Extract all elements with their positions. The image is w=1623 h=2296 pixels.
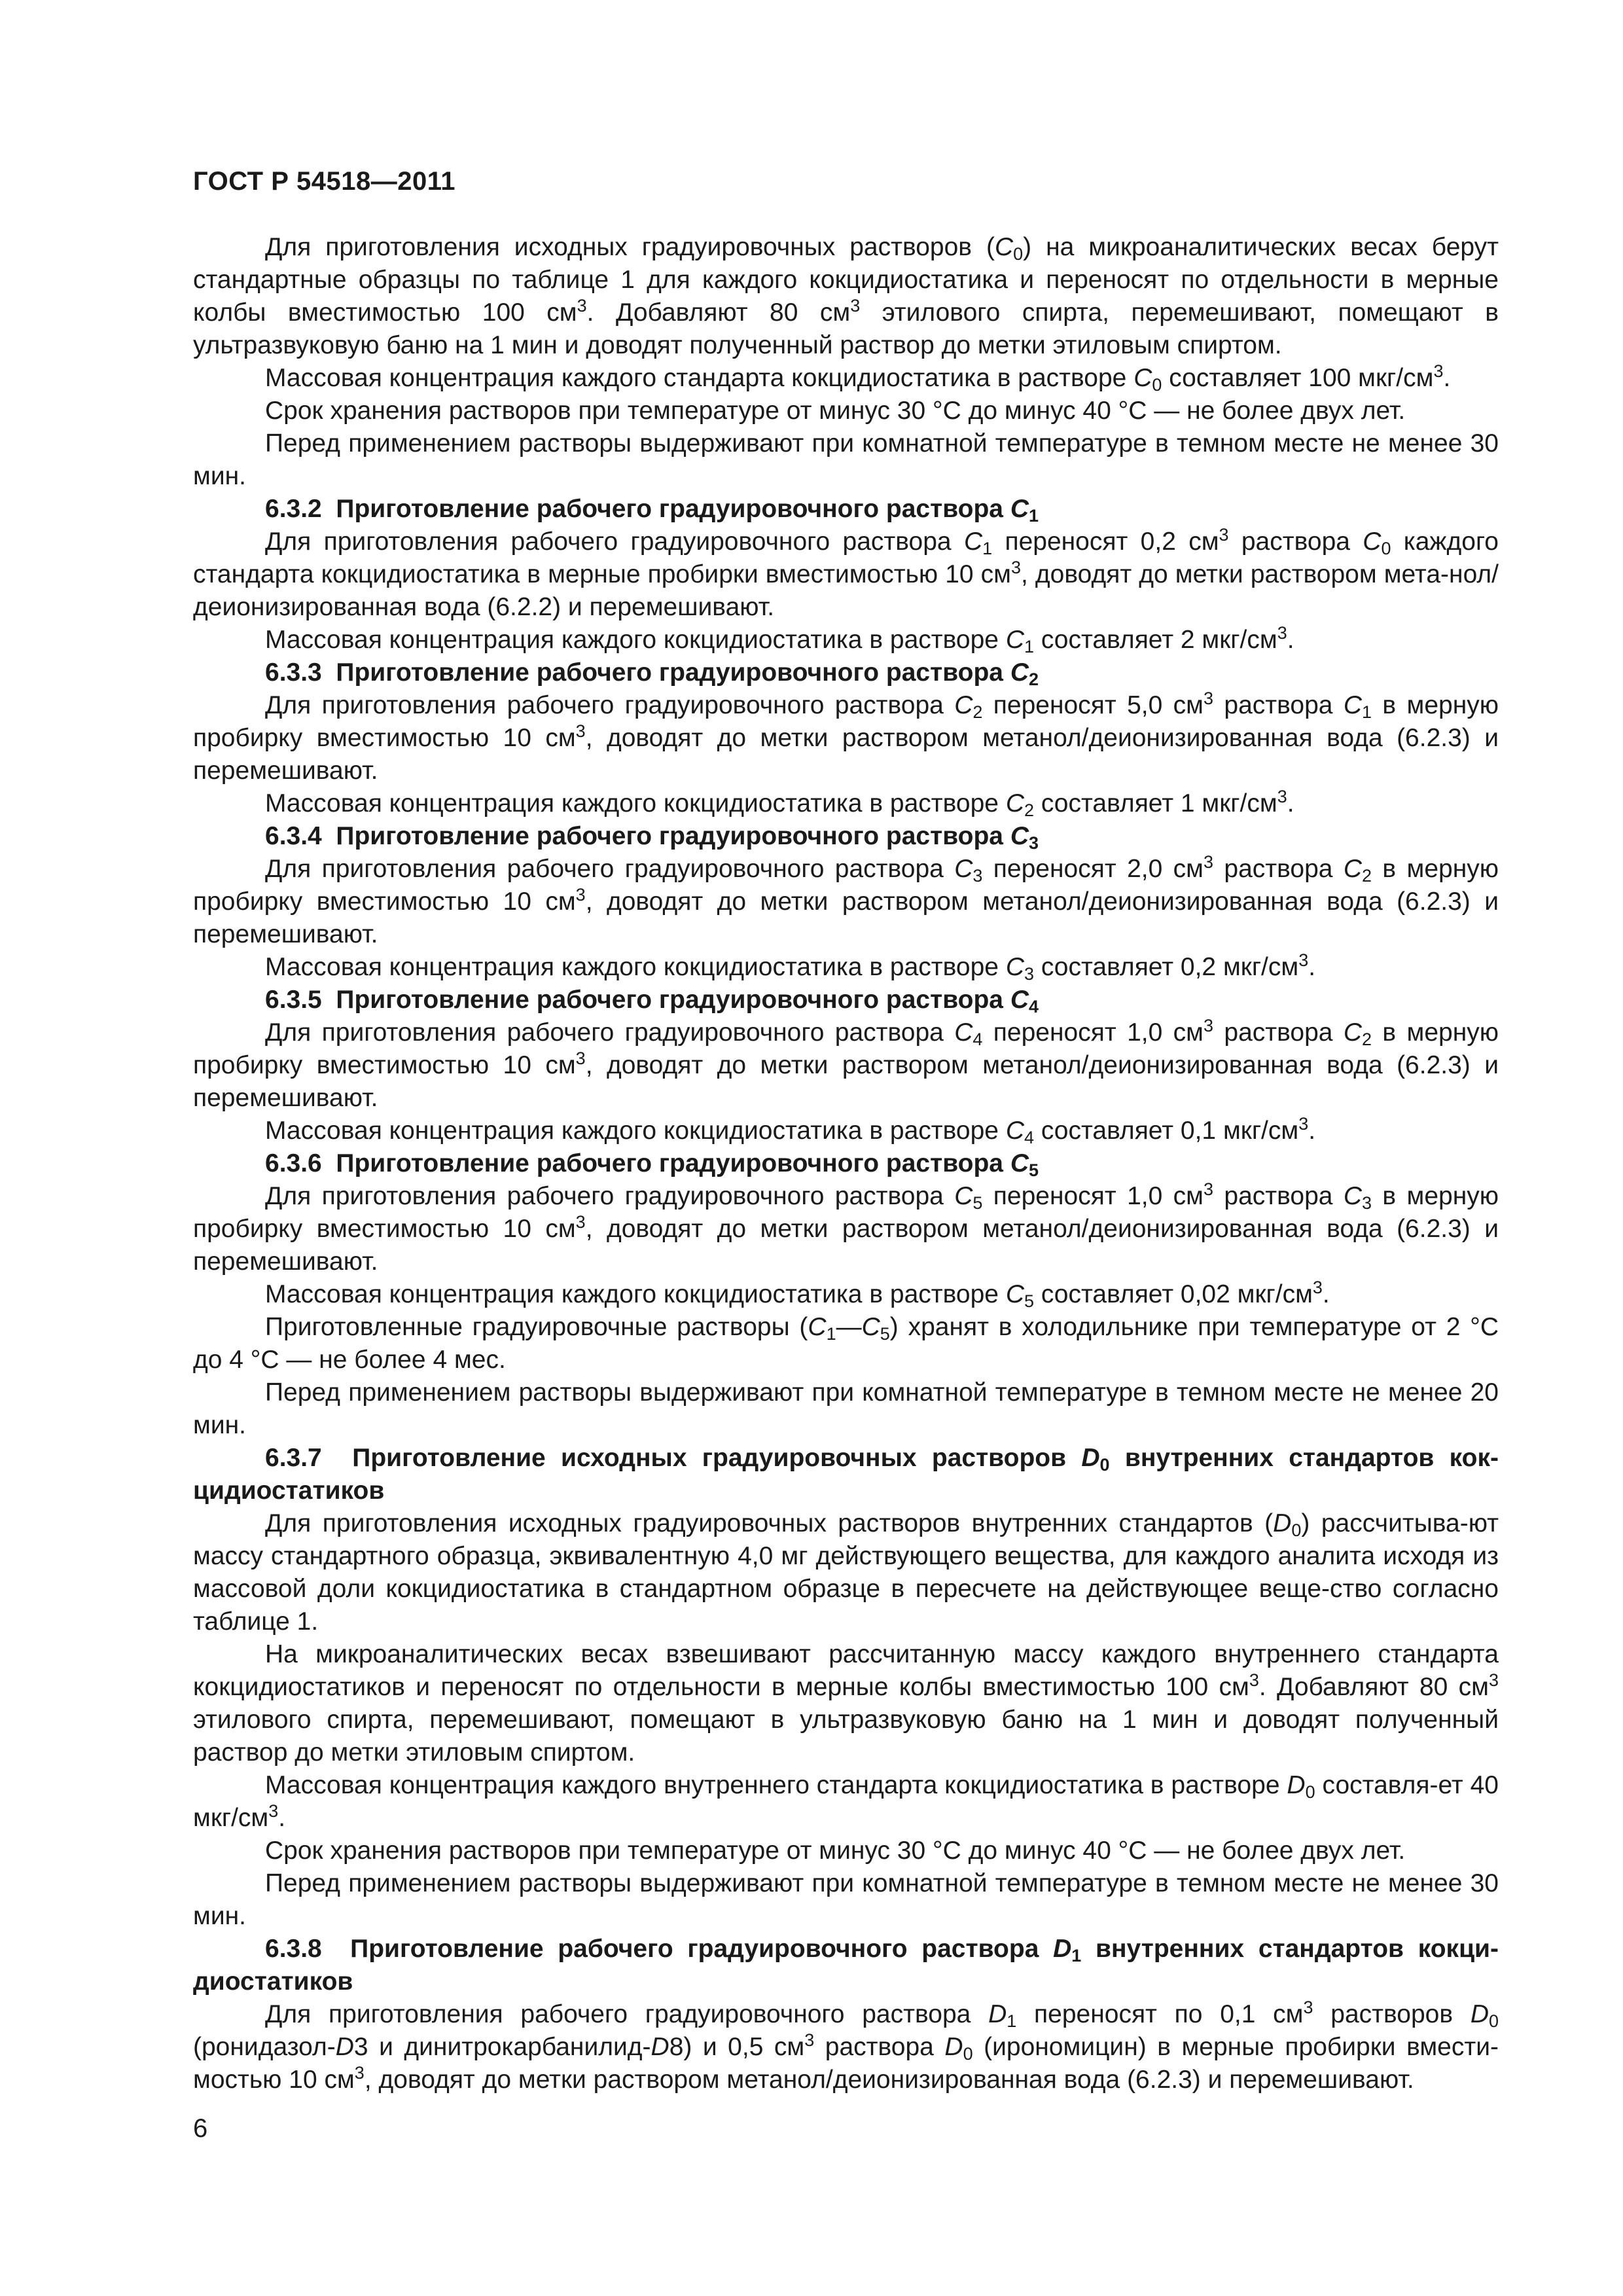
section-heading: 6.3.2 Приготовление рабочего градуировочного раствора $C_1$ [265, 495, 1039, 526]
body-paragraph: Для приготовления рабочего градуировочного раствора $C_4$ переносят 1,0 $см^3$ раствора $C_2$ в мерную пробирку вместимостью 10 $см^3$, доводят до метки раствором метанол/деионизированная вода (6.2.3) и перемешивают. [193, 1016, 1499, 1112]
body-paragraph: Для приготовления рабочего градуировочного раствора $C_3$ переносят 2,0 $см^3$ раствора $C_2$ в мерную пробирку вместимостью 10 $см^3$, доводят до метки раствором метанол/деионизированная вода (6.2.3) и перемешивают. [193, 852, 1499, 948]
body-paragraph: Массовая концентрация каждого стандарта кокцидиостатика в растворе $C_0$ составляет 100 мкг/$см^3$. [265, 361, 1451, 395]
body-paragraph: Для приготовления исходных градуировочных растворов $(C_0)$ на микроаналитических весах берут стандартные образцы по таблице 1 для каждого кокцидиостатика и переносят по отдельности в мерные колбы вместимостью 100 $см^3$. Добавляют 80 $см^3$ этилового спирта, перемешивают, помещают в ультразвуковую баню на 1 мин и доводят полученный раствор до метки этиловым спиртом. [193, 233, 1499, 359]
body-paragraph: Срок хранения растворов при температуре от минус 30 °С до минус 40 °С — не более двух лет. [265, 397, 1406, 425]
section-heading: 6.3.3 Приготовление рабочего градуировочного раствора $C_2$ [265, 658, 1039, 689]
body-paragraph: Приготовленные градуировочные растворы $(C_1—C_5)$ хранят в холодильнике при температуре от 2 °С до 4 °С — не более 4 мес. [193, 1313, 1499, 1374]
body-paragraph: На микроаналитических весах взвешивают рассчитанную массу каждого внутреннего стандарта кокцидиостатиков и переносят по отдельности в мерные колбы вместимостью 100 $см^3$. Добавляют 80 $см^3$ этилового спирта, перемешивают, помещают в ультразвуковую баню на 1 мин и доводят полученный раствор до метки этиловым спиртом. [193, 1640, 1499, 1767]
body-paragraph: Перед применением растворы выдерживают при комнатной температуре в темном месте не менее 30 мин. [193, 429, 1499, 490]
body-paragraph: Массовая концентрация каждого кокцидиостатика в растворе $C_3$ составляет 0,2 мкг/$см^3$. [265, 950, 1316, 984]
section-heading: 6.3.8 Приготовление рабочего градуировочного раствора $D_1$ внутренних стандартов кокци-диостатиков [193, 1935, 1499, 1996]
document-body [193, 231, 1499, 2096]
body-paragraph: Для приготовления рабочего градуировочного раствора $C_5$ переносят 1,0 $см^3$ раствора $C_3$ в мерную пробирку вместимостью 10 $см^3$, доводят до метки раствором метанол/деионизированная вода (6.2.3) и перемешивают. [193, 1179, 1499, 1276]
body-paragraph: Массовая концентрация каждого внутреннего стандарта кокцидиостатика в растворе $D_0$ составля-ет 40 мкг/$см^3$. [193, 1771, 1499, 1832]
body-paragraph: Массовая концентрация каждого кокцидиостатика в растворе $C_2$ составляет 1 мкг/$см^3$. [265, 787, 1294, 820]
section-heading: 6.3.5 Приготовление рабочего градуировочного раствора $C_4$ [265, 986, 1039, 1016]
section-heading: 6.3.7 Приготовление исходных градуировочных растворов $D_0$ внутренних стандартов кок-цидиостатиков [193, 1444, 1499, 1505]
body-paragraph: Перед применением растворы выдерживают при комнатной температуре в темном месте не менее 20 мин. [193, 1378, 1499, 1439]
body-paragraph: Массовая концентрация каждого кокцидиостатика в растворе $C_4$ составляет 0,1 мкг/$см^3$. [265, 1114, 1316, 1147]
section-heading: 6.3.4 Приготовление рабочего градуировочного раствора $C_3$ [265, 822, 1039, 853]
body-paragraph: Массовая концентрация каждого кокцидиостатика в растворе $C_5$ составляет 0,02 мкг/$см^3$. [265, 1278, 1330, 1311]
body-paragraph: Для приготовления рабочего градуировочного раствора $C_1$ переносят 0,2 $см^3$ раствора $C_0$ каждого стандарта кокцидиостатика в мерные пробирки вместимостью 10 $см^3$, доводят до метки раствором мета-нол/деионизированная вода (6.2.2) и перемешивают. [193, 525, 1499, 621]
body-paragraph: Для приготовления рабочего градуировочного раствора $C_2$ переносят 5,0 $см^3$ раствора $C_1$ в мерную пробирку вместимостью 10 $см^3$, доводят до метки раствором метанол/деионизированная вода (6.2.3) и перемешивают. [193, 689, 1499, 785]
page-header: ГОСТ Р 54518—2011 [193, 167, 455, 196]
body-paragraph: Массовая концентрация каждого кокцидиостатика в растворе $C_1$ составляет 2 мкг/$см^3$. [265, 623, 1294, 656]
section-heading: 6.3.6 Приготовление рабочего градуировочного раствора $C_5$ [265, 1149, 1039, 1180]
page-number: 6 [193, 2114, 208, 2143]
body-paragraph: Для приготовления рабочего градуировочного раствора $D_1$ переносят по 0,1 $см^3$ растворов $D_0$ (ронидазол-D3 и динитрокарбанилид-D8) и 0,5 $см^3$ раствора $D_0$ (ирономицин) в мерные пробирки вмести-мостью 10 $см^3$, доводят до метки раствором метанол/деионизированная вода (6.2.3) и перемешивают. [193, 1998, 1499, 2094]
body-paragraph: Для приготовления исходных градуировочных растворов внутренних стандартов $(D_0)$ рассчитыва-ют массу стандартного образца, эквивалентную 4,0 мг действующего вещества, для каждого аналита исходя из массовой доли кокцидиостатика в стандартном образце в пересчете на действующее веще-ство согласно таблице 1. [193, 1509, 1499, 1636]
body-paragraph: Перед применением растворы выдерживают при комнатной температуре в темном месте не менее 30 мин. [193, 1869, 1499, 1930]
body-paragraph: Срок хранения растворов при температуре от минус 30 °С до минус 40 °С — не более двух лет. [265, 1837, 1406, 1865]
